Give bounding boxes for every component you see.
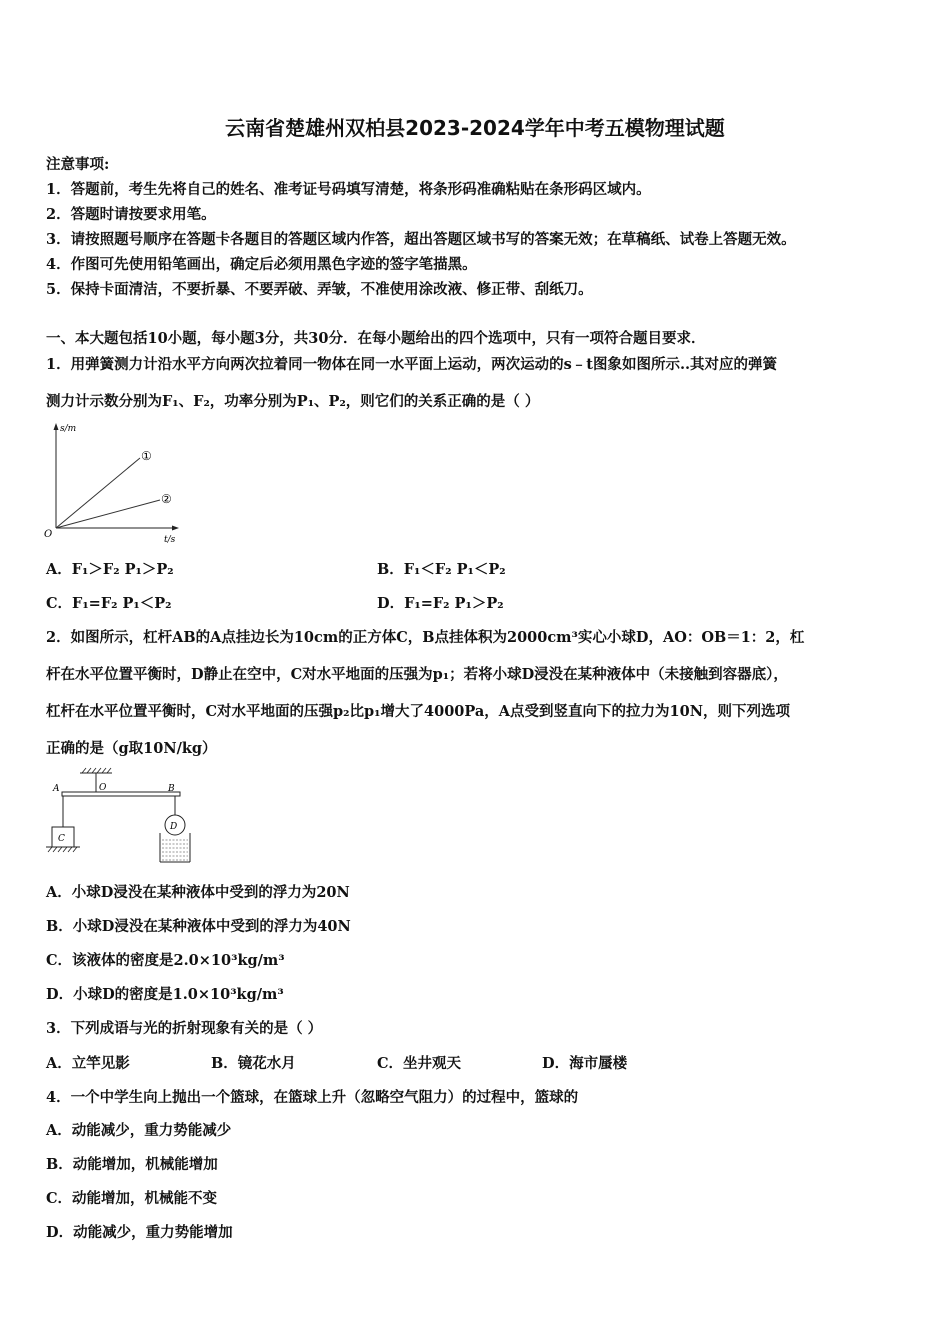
liquid-lines [162,840,188,860]
q2-lever-diagram [44,765,224,867]
page-title: 云南省楚雄州双柏县2023-2024学年中考五模物理试题 [225,116,725,140]
ceiling-hatch [82,768,111,773]
x-axis-label: t/s [164,535,176,545]
q4-option-d: D．动能减少，重力势能增加 [46,1224,233,1241]
q2-stem-line1: 2．如图所示，杠杆AB的A点挂边长为10cm的正方体C，B点挂体积为2000cm³实心小球D，AO：OB＝1：2，杠 [46,629,805,646]
line-1-label: ① [141,449,152,463]
label-c: C [58,834,65,844]
q2-option-a: A．小球D浸没在某种液体中受到的浮力为20N [46,884,350,901]
q2-stem-line2: 杆在水平位置平衡时，D静止在空中，C对水平地面的压强为p₁；若将小球D浸没在某种液体中（未接触到容器底）， [46,666,788,683]
q3-option-a: A．立竿见影 [46,1055,130,1072]
q4-option-c: C．动能增加，机械能不变 [46,1190,218,1207]
notice-item-5: 5．保持卡面清洁，不要折暴、不要弄破、弄皱，不准使用涂改液、修正带、刮纸刀。 [46,281,593,298]
label-a: A [53,784,60,794]
liquid-container [160,833,190,862]
q4-option-b: B．动能增加，机械能增加 [46,1156,218,1173]
q4-option-a: A．动能减少，重力势能减少 [46,1122,232,1139]
notice-heading: 注意事项: [46,156,110,173]
ground-hatch [48,847,77,852]
section-heading: 一、本大题包括10小题，每小题3分，共30分．在每小题给出的四个选项中，只有一项符合题目要求． [46,330,706,347]
q2-stem-line3: 杠杆在水平位置平衡时，C对水平地面的压强p₂比p₁增大了4000Pa，A点受到竖直向下的拉力为10N，则下列选项 [46,703,790,720]
line-2 [56,500,160,528]
q2-stem-line4: 正确的是（g取10N/kg） [46,740,217,757]
q2-option-b: B．小球D浸没在某种液体中受到的浮力为40N [46,918,351,935]
q1-option-d: D．F₁=F₂ P₁＞P₂ [377,595,504,612]
notice-item-4: 4．作图可先使用铅笔画出，确定后必须用黑色字迹的签字笔描黑。 [46,256,477,273]
origin-label: O [44,529,53,540]
q1-stem-line2: 测力计示数分别为F₁、F₂，功率分别为P₁、P₂，则它们的关系正确的是（ ） [46,393,540,410]
q3-option-d: D．海市蜃楼 [542,1055,628,1072]
q2-option-c: C．该液体的密度是2.0×10³kg/m³ [46,952,285,969]
label-b: B [168,784,175,794]
lever-bar [62,792,180,796]
q1-st-graph [44,420,194,545]
q2-option-d: D．小球D的密度是1.0×10³kg/m³ [46,986,284,1003]
q1-stem-line1: 1．用弹簧测力计沿水平方向两次拉着同一物体在同一水平面上运动，两次运动的s﹣t图象如图所示..其对应的弹簧 [46,356,778,373]
notice-item-1: 1．答题前，考生先将自己的姓名、准考证号码填写清楚，将条形码准确粘贴在条形码区域内。 [46,181,651,198]
q4-stem: 4．一个中学生向上抛出一个篮球，在篮球上升（忽略空气阻力）的过程中，篮球的 [46,1089,579,1106]
line-2-label: ② [161,492,172,506]
line-1 [56,458,140,528]
label-o: O [99,783,107,793]
y-axis-label: s/m [60,424,77,434]
notice-item-2: 2．答题时请按要求用笔。 [46,206,216,223]
q1-option-b: B．F₁＜F₂ P₁＜P₂ [377,561,506,578]
q3-stem: 3．下列成语与光的折射现象有关的是（ ） [46,1020,323,1037]
q1-option-c: C．F₁=F₂ P₁＜P₂ [46,595,172,612]
q3-option-b: B．镜花水月 [211,1055,296,1072]
label-d: D [170,822,178,832]
y-axis-arrow [54,423,59,430]
q3-option-c: C．坐井观天 [377,1055,462,1072]
x-axis-arrow [172,526,179,531]
notice-item-3: 3．请按照题号顺序在答题卡各题目的答题区域内作答，超出答题区域书写的答案无效；在草稿纸、试卷上答题无效。 [46,231,796,248]
q1-option-a: A．F₁＞F₂ P₁＞P₂ [46,561,174,578]
